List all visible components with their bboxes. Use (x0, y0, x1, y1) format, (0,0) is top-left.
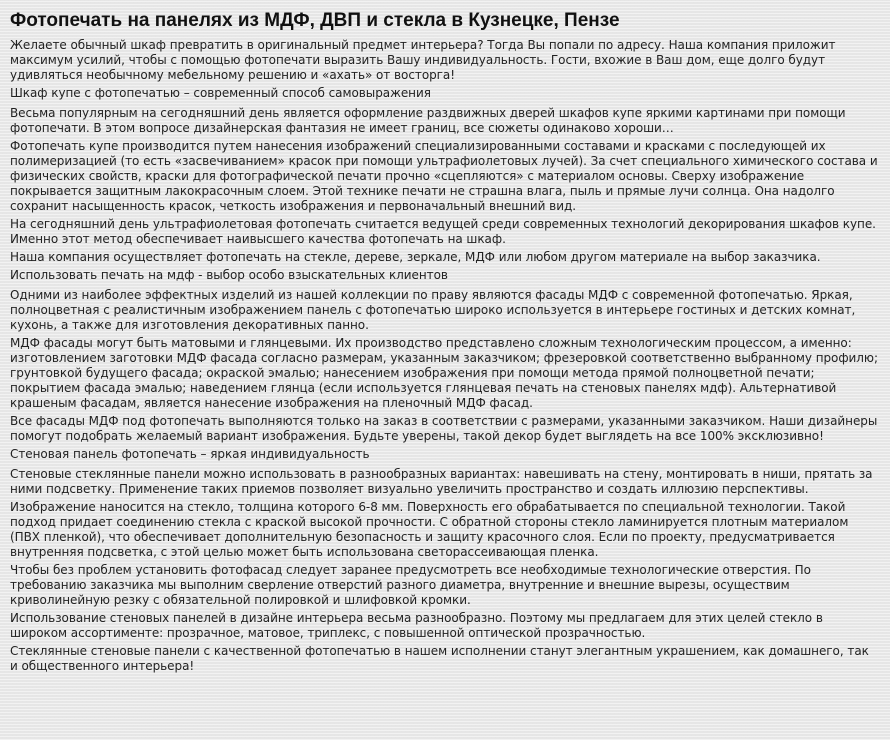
paragraph: Все фасады МДФ под фотопечать выполняются только на заказ в соответствии с размерами, указанными заказчиком. Наши дизайнеры помогут подобрать желаемый вариант изображения. Будьте уверены, такой декор будет выглядеть на все 100% эксклюзивно! (10, 414, 878, 443)
paragraph: Использование стеновых панелей в дизайне интерьера весьма разнообразно. Поэтому мы предлагаем для этих целей стекло в широком ассортименте: прозрачное, матовое, триплекс, с повышенной оптической прозрачностью. (10, 611, 823, 640)
paragraph: Стеновые стеклянные панели можно использовать в разнообразных вариантах: навешивать на стену, монтировать в ниши, прятать за ними подсветку. Применение таких приемов позволяет визуально увеличить пространство и создать иллюзию перспективы. (10, 467, 873, 496)
paragraph: Весьма популярным на сегодняшний день является оформление раздвижных дверей шкафов купе яркими картинами при помощи фотопечати. В этом вопросе дизайнерская фантазия не имеет границ, все сюжеты одинаково хороши… (10, 106, 846, 135)
paragraph: МДФ фасады могут быть матовыми и глянцевыми. Их производство представлено сложным технологическим процессом, а именно: изготовлением заготовки МДФ фасада согласно размерам, указанным заказчиком; фрезеровкой соответственно выбранному профилю; грунтовкой будущего фасада; окраской эмалью; нанесением изображения при помощи метода прямой полноцветной печати; покрытием фасада эмалью; наведением глянца (если используется глянцевая печать на стеновых панелях мдф). Альтернативой крашеным фасадам, является нанесение изображения на пленочный МДФ фасад. (10, 336, 878, 410)
paragraph: Чтобы без проблем установить фотофасад следует заранее предусмотреть все необходимые технологические отверстия. По требованию заказчика мы выполним сверление отверстий разного диаметра, внутренние и внешние вырезы, осуществим криволинейную резку с обязательной полировкой и шлифовкой кромки. (10, 563, 811, 607)
paragraph: Фотопечать купе производится путем нанесения изображений специализированными составами и красками с последующей их полимеризацией (то есть «засвечиванием» красок при помощи ультрафиолетовых лучей). За счет специального химического состава и физических свойств, краски для фотографической печати прочно «сцепляются» с материалом основы. Сверху изображение покрывается защитным лакокрасочным слоем. Этой технике печати не страшна влага, пыль и прямые лучи солнца. Она надолго сохранит насыщенность красок, четкость изображения и первоначальный внешний вид. (10, 139, 878, 213)
section-heading-wall-panel: Стеновая панель фотопечать – яркая индивидуальность (10, 447, 370, 461)
paragraph: Стеклянные стеновые панели с качественной фотопечатью в нашем исполнении станут элегантным украшением, как домашнего, так и общественного интерьера! (10, 644, 869, 673)
section-heading-mdf: Использовать печать на мдф - выбор особо взыскательных клиентов (10, 268, 448, 282)
paragraph: Изображение наносится на стекло, толщина которого 6-8 мм. Поверхность его обрабатывается по специальной технологии. Такой подход придает соединению стекла с краской высокой прочности. С обратной стороны стекло ламинируется плотным материалом (ПВХ пленкой), что обеспечивает дополнительную безопасность и защиту красочного слоя. Если по проекту, предусматривается внутренняя подсветка, с этой целью может быть использована светорассеивающая пленка. (10, 500, 849, 559)
paragraph: Наша компания осуществляет фотопечать на стекле, дереве, зеркале, МДФ или любом другом материале на выбор заказчика. (10, 250, 821, 264)
page-title: Фотопечать на панелях из МДФ, ДВП и стекла в Кузнецке, Пензе (10, 10, 620, 31)
intro-paragraph: Желаете обычный шкаф превратить в оригинальный предмет интерьера? Тогда Вы попали по адресу. Наша компания приложит максимум усилий, чтобы с помощью фотопечати выразить Вашу индивидуальность. Гости, вхожие в Ваш дом, еще долго будут удивляться необычному мебельному решению и «ахать» от восторга! (10, 38, 836, 82)
paragraph: Одними из наиболее эффектных изделий из нашей коллекции по праву являются фасады МДФ с современной фотопечатью. Яркая, полноцветная с реалистичным изображением панель с фотопечатью широко используется в интерьере гостиных и детских комнат, кухонь, а также для изготовления декоративных панно. (10, 288, 856, 332)
paragraph: На сегодняшний день ультрафиолетовая фотопечать считается ведущей среди современных технологий декорирования шкафов купе. Именно этот метод обеспечивает наивысшего качества фотопечать на шкаф. (10, 217, 876, 246)
section-heading-wardrobe: Шкаф купе с фотопечатью – современный способ самовыражения (10, 86, 431, 100)
